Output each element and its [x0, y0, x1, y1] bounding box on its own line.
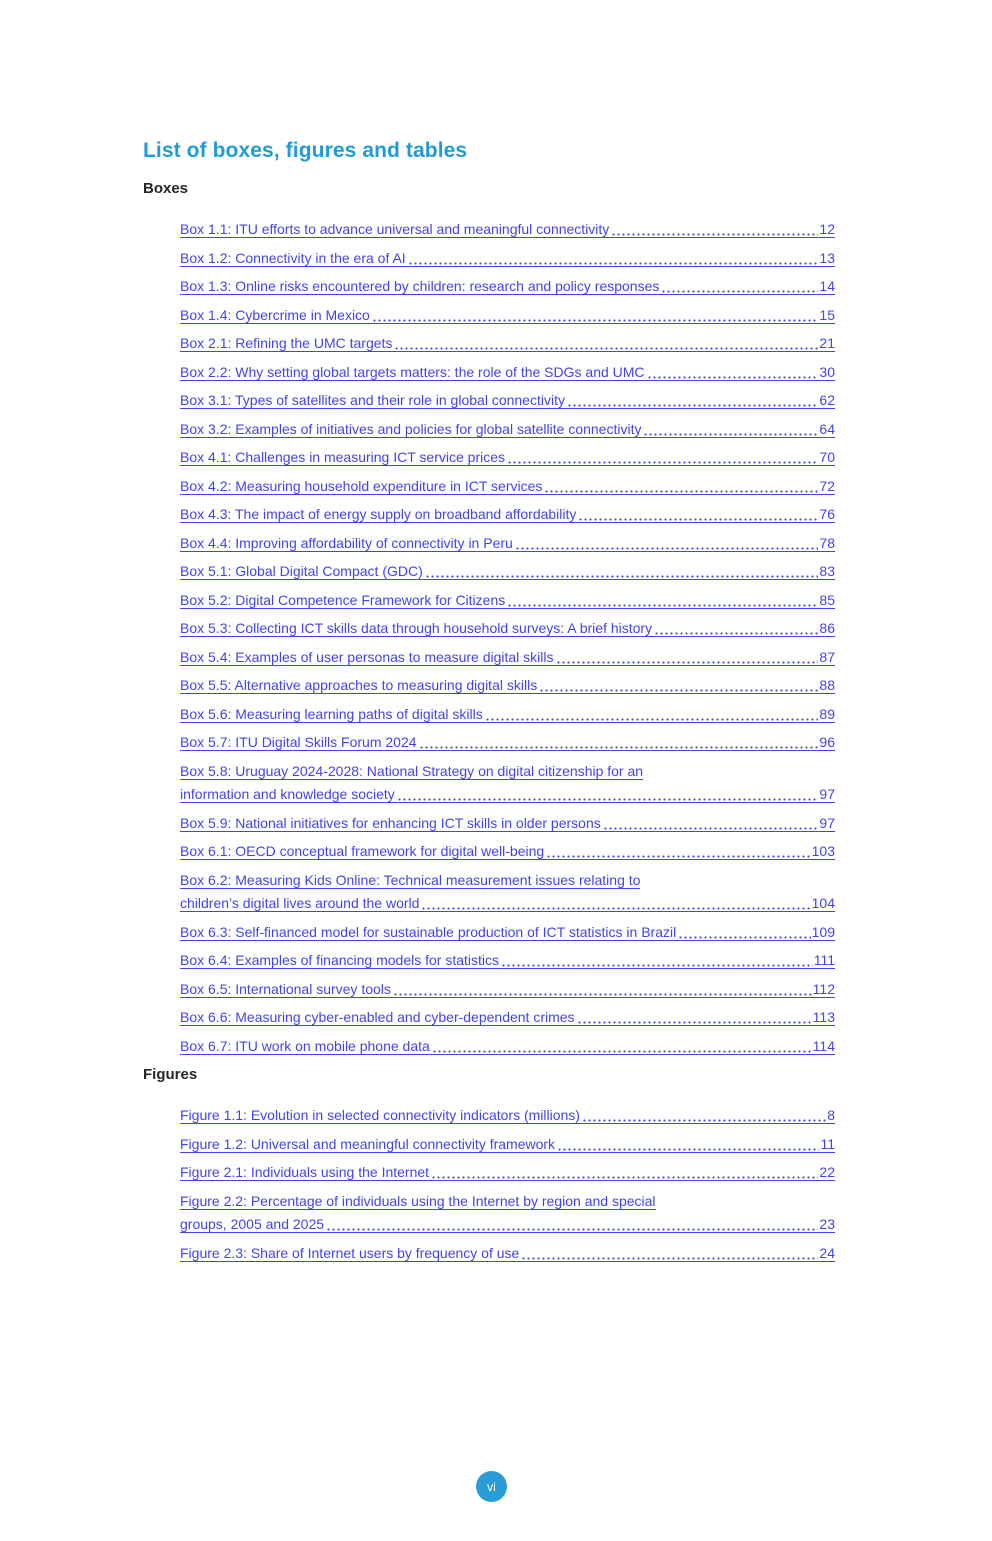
toc-entry-page-number: 11	[820, 1135, 835, 1152]
toc-entry-list	[180, 1108, 835, 1262]
toc-entry-page-number: 104	[811, 895, 835, 911]
toc-entry-line	[180, 450, 835, 466]
dot-leader	[397, 787, 819, 802]
toc-entry-list	[180, 222, 835, 1055]
toc-entry-text: Box 4.3: The impact of energy supply on broadband affordability	[180, 506, 577, 522]
toc-entry-page-number: 112	[812, 980, 835, 997]
toc-entry-text: Box 3.2: Examples of initiatives and policies for global satellite connectivity	[180, 420, 642, 437]
toc-entry-page-number: 23	[819, 1216, 835, 1232]
toc-entry-text: Box 6.5: International survey tools	[180, 980, 391, 997]
page-title: List of boxes, figures and tables	[143, 139, 468, 162]
dot-leader	[394, 336, 818, 351]
toc-entry-line	[180, 953, 835, 969]
toc-entry[interactable]	[180, 1108, 835, 1124]
dot-leader	[521, 1246, 818, 1261]
toc-entry-page-number: 14	[819, 278, 835, 294]
dot-leader	[393, 982, 812, 997]
dot-leader	[485, 707, 819, 722]
toc-entry[interactable]	[180, 422, 835, 438]
toc-entry-text: Box 6.1: OECD conceptual framework for digital well-being	[180, 843, 545, 859]
toc-entry-line	[180, 650, 835, 666]
toc-entry-line	[180, 764, 835, 780]
toc-entry-page-number: 72	[819, 477, 835, 494]
toc-entry-line	[180, 873, 835, 889]
dot-leader	[372, 308, 819, 323]
toc-entry[interactable]	[180, 336, 835, 352]
toc-entry-line	[180, 507, 835, 523]
toc-entry-text: Box 5.5: Alternative approaches to measuring digital skills	[180, 677, 538, 693]
toc-entry-text: Figure 1.1: Evolution in selected connectivity indicators (millions)	[180, 1107, 580, 1123]
dot-leader	[556, 650, 819, 665]
toc-entry[interactable]	[180, 593, 835, 609]
toc-entry-text: Box 1.4: Cybercrime in Mexico	[180, 306, 370, 323]
dot-leader	[546, 844, 810, 859]
toc-entry-page-number: 78	[819, 534, 835, 551]
toc-entry[interactable]	[180, 308, 835, 324]
dot-leader	[326, 1217, 818, 1232]
toc-entry-page-number: 62	[819, 392, 835, 408]
toc-entry-page-number: 12	[819, 221, 835, 237]
toc-sections	[0, 181, 992, 1262]
toc-entry-line	[180, 536, 835, 552]
toc-entry-text: Box 5.7: ITU Digital Skills Forum 2024	[180, 734, 417, 750]
page-number-badge	[476, 1471, 507, 1502]
dot-leader	[431, 1165, 818, 1180]
dot-leader	[661, 279, 818, 294]
dot-leader	[425, 564, 819, 579]
toc-entry[interactable]	[180, 844, 835, 860]
toc-entry-page-number: 70	[819, 449, 835, 465]
toc-entry-page-number: 21	[819, 335, 835, 351]
toc-entry-line	[180, 393, 835, 409]
toc-entry-line	[180, 982, 835, 998]
toc-entry-text: Box 5.4: Examples of user personas to measure digital skills	[180, 648, 554, 665]
toc-entry[interactable]	[180, 279, 835, 295]
toc-entry-page-number: 8	[827, 1107, 835, 1123]
toc-entry-text: Box 5.8: Uruguay 2024-2028: National Strategy on digital citizenship for an	[180, 762, 644, 779]
dot-leader	[557, 1137, 819, 1152]
toc-entry-text: Figure 1.2: Universal and meaningful connectivity framework	[180, 1135, 556, 1152]
dot-leader	[419, 735, 819, 750]
toc-entry-text: Box 5.6: Measuring learning paths of digital skills	[180, 705, 483, 722]
page-number-label: vi	[487, 1479, 496, 1494]
toc-entry-page-number: 89	[819, 705, 835, 722]
dot-leader	[647, 365, 819, 380]
toc-entry-line	[180, 251, 835, 267]
toc-entry[interactable]	[180, 650, 835, 666]
toc-entry[interactable]	[180, 873, 835, 913]
toc-entry-line	[180, 1165, 835, 1181]
document-page	[0, 139, 992, 1541]
toc-entry-page-number: 85	[819, 591, 835, 608]
toc-entry-text: Box 4.4: Improving affordability of connectivity in Peru	[180, 534, 513, 551]
toc-entry-text: Box 5.2: Digital Competence Framework for Citizens	[180, 591, 506, 608]
toc-entry-page-number: 15	[819, 306, 835, 323]
toc-entry-line	[180, 816, 835, 832]
toc-entry[interactable]	[180, 982, 835, 998]
toc-entry-text: Box 5.1: Global Digital Compact (GDC)	[180, 563, 423, 579]
toc-entry-line	[180, 1108, 835, 1124]
toc-entry-text: Box 6.2: Measuring Kids Online: Technical measurement issues relating to	[180, 871, 641, 888]
toc-entry-line	[180, 787, 835, 803]
toc-section-figures	[0, 1067, 992, 1262]
toc-entry[interactable]	[180, 507, 835, 523]
toc-entry-line	[180, 564, 835, 580]
dot-leader	[539, 678, 818, 693]
toc-entry-page-number: 103	[811, 843, 835, 859]
toc-entry-page-number: 30	[819, 363, 835, 380]
toc-entry-line	[180, 1246, 835, 1262]
toc-entry[interactable]	[180, 1010, 835, 1026]
toc-entry-text: Box 5.9: National initiatives for enhancing ICT skills in older persons	[180, 814, 601, 831]
toc-entry-page-number: 114	[812, 1037, 835, 1054]
toc-entry-page-number: 22	[819, 1164, 835, 1180]
dot-leader	[603, 816, 819, 831]
toc-entry-page-number: 96	[819, 734, 835, 750]
toc-entry-text: Box 1.1: ITU efforts to advance universal and meaningful connectivity	[180, 221, 610, 237]
toc-entry-text: Box 2.2: Why setting global targets matters: the role of the SDGs and UMC	[180, 363, 645, 380]
toc-entry-line	[180, 707, 835, 723]
toc-entry-text: Box 1.2: Connectivity in the era of AI	[180, 249, 406, 266]
toc-entry-line	[180, 735, 835, 751]
toc-entry-line	[180, 308, 835, 324]
toc-entry[interactable]	[180, 1137, 835, 1153]
toc-entry-line	[180, 1039, 835, 1055]
toc-entry-text: Box 6.4: Examples of financing models for statistics	[180, 952, 500, 968]
toc-entry-page-number: 87	[819, 648, 835, 665]
dot-leader	[544, 479, 818, 494]
toc-entry-line	[180, 1194, 835, 1210]
toc-entry-text: groups, 2005 and 2025	[180, 1216, 325, 1232]
toc-entry[interactable]	[180, 1039, 835, 1055]
toc-entry-text: Box 2.1: Refining the UMC targets	[180, 335, 393, 351]
dot-leader	[507, 593, 818, 608]
toc-entry[interactable]	[180, 222, 835, 238]
toc-entry-text: information and knowledge society	[180, 786, 395, 802]
dot-leader	[582, 1108, 826, 1123]
dot-leader	[611, 222, 818, 237]
toc-entry-text: Box 1.3: Online risks encountered by children: research and policy responses	[180, 278, 660, 294]
dot-leader	[678, 925, 810, 940]
toc-entry[interactable]	[180, 564, 835, 580]
toc-entry-page-number: 76	[819, 506, 835, 522]
toc-entry-line	[180, 896, 835, 912]
toc-entry[interactable]	[180, 925, 835, 941]
toc-entry[interactable]	[180, 735, 835, 751]
toc-entry-page-number: 86	[819, 620, 835, 636]
toc-entry-text: Box 6.6: Measuring cyber-enabled and cyber-dependent crimes	[180, 1009, 575, 1025]
toc-entry-text: Box 6.7: ITU work on mobile phone data	[180, 1037, 430, 1054]
toc-entry[interactable]	[180, 1246, 835, 1262]
toc-entry-text: Box 4.1: Challenges in measuring ICT service prices	[180, 449, 506, 465]
dot-leader	[515, 536, 819, 551]
toc-entry-page-number: 13	[819, 249, 835, 266]
toc-entry-line	[180, 365, 835, 381]
toc-entry-line	[180, 1010, 835, 1026]
dot-leader	[654, 621, 818, 636]
toc-entry-line	[180, 678, 835, 694]
toc-entry[interactable]	[180, 251, 835, 267]
toc-entry-page-number: 113	[812, 1009, 835, 1025]
dot-leader	[408, 251, 819, 266]
toc-entry-line	[180, 925, 835, 941]
dot-leader	[507, 450, 818, 465]
toc-entry-page-number: 97	[819, 814, 835, 831]
toc-entry-text: children’s digital lives around the world	[180, 895, 420, 911]
toc-entry-page-number: 88	[819, 677, 835, 693]
toc-entry-text: Box 4.2: Measuring household expenditure in ICT services	[180, 477, 543, 494]
toc-entry[interactable]	[180, 707, 835, 723]
toc-entry-text: Box 5.3: Collecting ICT skills data through household surveys: A brief history	[180, 620, 653, 636]
toc-entry-text: Figure 2.1: Individuals using the Internet	[180, 1164, 430, 1180]
toc-entry-page-number: 111	[813, 952, 835, 968]
toc-entry[interactable]	[180, 953, 835, 969]
toc-entry[interactable]	[180, 450, 835, 466]
toc-entry-line	[180, 621, 835, 637]
toc-entry[interactable]	[180, 816, 835, 832]
dot-leader	[577, 1010, 812, 1025]
toc-entry-text: Box 6.3: Self-financed model for sustainable production of ICT statistics in Brazil	[180, 923, 677, 940]
toc-entry-text: Figure 2.3: Share of Internet users by frequency of use	[180, 1244, 520, 1261]
toc-entry-line	[180, 279, 835, 295]
toc-entry-line	[180, 336, 835, 352]
toc-entry[interactable]	[180, 1165, 835, 1181]
dot-leader	[567, 393, 818, 408]
section-heading: Figures	[143, 1066, 198, 1083]
toc-entry-text: Box 3.1: Types of satellites and their role in global connectivity	[180, 392, 565, 408]
toc-entry[interactable]	[180, 764, 835, 804]
dot-leader	[421, 896, 810, 911]
toc-entry-page-number: 24	[819, 1244, 835, 1261]
dot-leader	[643, 422, 818, 437]
toc-entry-page-number: 97	[819, 786, 835, 802]
toc-entry-line	[180, 1217, 835, 1233]
toc-entry[interactable]	[180, 393, 835, 409]
toc-entry-line	[180, 422, 835, 438]
dot-leader	[578, 507, 818, 522]
toc-entry-line	[180, 593, 835, 609]
section-heading: Boxes	[143, 180, 189, 197]
dot-leader	[432, 1039, 812, 1054]
toc-entry-page-number: 83	[819, 563, 835, 579]
toc-entry[interactable]	[180, 621, 835, 637]
toc-entry-line	[180, 1137, 835, 1153]
toc-entry-page-number: 64	[819, 420, 835, 437]
toc-entry[interactable]	[180, 365, 835, 381]
toc-entry-page-number: 109	[811, 923, 835, 940]
toc-entry[interactable]	[180, 1194, 835, 1234]
toc-entry-line	[180, 844, 835, 860]
toc-entry[interactable]	[180, 479, 835, 495]
toc-entry[interactable]	[180, 536, 835, 552]
toc-entry-line	[180, 222, 835, 238]
toc-entry[interactable]	[180, 678, 835, 694]
dot-leader	[501, 953, 813, 968]
toc-entry-line	[180, 479, 835, 495]
toc-entry-text: Figure 2.2: Percentage of individuals using the Internet by region and special	[180, 1192, 656, 1209]
toc-section-boxes	[0, 181, 992, 1055]
